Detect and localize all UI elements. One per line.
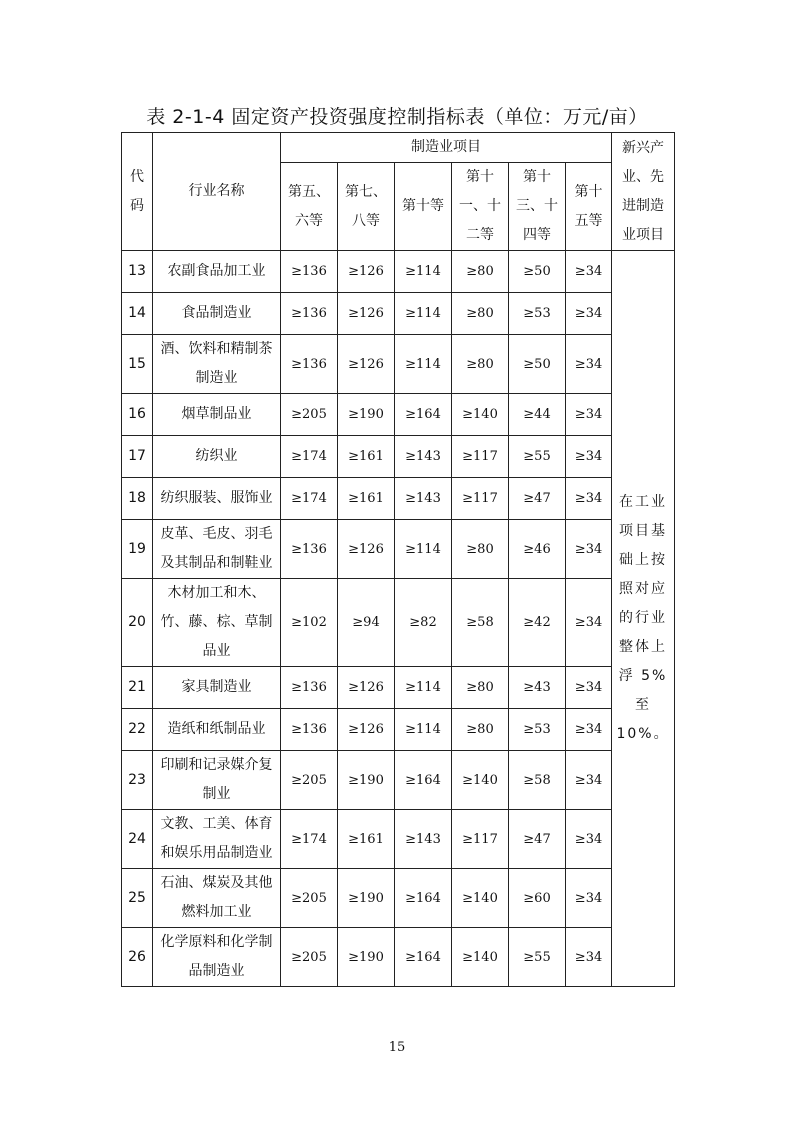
industry-name-cell: 石油、煤炭及其他 燃料加工业 — [153, 869, 281, 928]
industry-name-cell: 农副食品加工业 — [153, 251, 281, 293]
industry-name-cell: 皮革、毛皮、羽毛 及其制品和制鞋业 — [153, 520, 281, 579]
intensity-value-cell: ≥174 — [281, 478, 338, 520]
table-body — [122, 251, 675, 987]
page-number: 15 — [388, 1040, 406, 1055]
intensity-value-cell: ≥43 — [509, 667, 566, 709]
table-row — [122, 751, 675, 810]
intensity-value-cell: ≥114 — [395, 335, 452, 394]
industry-code-cell: 26 — [122, 928, 153, 987]
intensity-value-cell: ≥161 — [338, 810, 395, 869]
intensity-value-cell: ≥46 — [509, 520, 566, 579]
table-row — [122, 579, 675, 667]
intensity-value-cell: ≥82 — [395, 579, 452, 667]
intensity-value-cell: ≥34 — [566, 751, 612, 810]
header-grade-5-6: 第五、 六等 — [281, 163, 338, 251]
intensity-value-cell: ≥34 — [566, 394, 612, 436]
intensity-value-cell: ≥80 — [452, 709, 509, 751]
intensity-value-cell: ≥114 — [395, 709, 452, 751]
table-title: 表 2-1-4 固定资产投资强度控制指标表（单位：万元/亩） — [146, 106, 648, 128]
intensity-value-cell: ≥58 — [452, 579, 509, 667]
industry-code-cell: 14 — [122, 293, 153, 335]
intensity-value-cell: ≥140 — [452, 928, 509, 987]
table-row — [122, 520, 675, 579]
industry-code-cell: 22 — [122, 709, 153, 751]
intensity-value-cell: ≥53 — [509, 709, 566, 751]
intensity-value-cell: ≥164 — [395, 394, 452, 436]
table-row — [122, 810, 675, 869]
industry-code-cell: 18 — [122, 478, 153, 520]
industry-code-cell: 20 — [122, 579, 153, 667]
table-row — [122, 667, 675, 709]
intensity-value-cell: ≥34 — [566, 293, 612, 335]
intensity-value-cell: ≥34 — [566, 810, 612, 869]
industry-code-cell: 19 — [122, 520, 153, 579]
intensity-value-cell: ≥34 — [566, 335, 612, 394]
intensity-value-cell: ≥117 — [452, 810, 509, 869]
intensity-value-cell: ≥126 — [338, 335, 395, 394]
intensity-value-cell: ≥34 — [566, 709, 612, 751]
industry-name-cell: 木材加工和木、 竹、藤、棕、草制 品业 — [153, 579, 281, 667]
intensity-value-cell: ≥34 — [566, 928, 612, 987]
intensity-value-cell: ≥34 — [566, 579, 612, 667]
intensity-value-cell: ≥126 — [338, 709, 395, 751]
industry-name-cell: 纺织服装、服饰业 — [153, 478, 281, 520]
intensity-value-cell: ≥143 — [395, 810, 452, 869]
intensity-value-cell: ≥80 — [452, 520, 509, 579]
intensity-value-cell: ≥190 — [338, 751, 395, 810]
industry-name-cell: 文教、工美、体育 和娱乐用品制造业 — [153, 810, 281, 869]
industry-name-cell: 纺织业 — [153, 436, 281, 478]
intensity-value-cell: ≥205 — [281, 751, 338, 810]
header-row-1 — [122, 133, 675, 163]
industry-code-cell: 17 — [122, 436, 153, 478]
intensity-value-cell: ≥34 — [566, 251, 612, 293]
intensity-value-cell: ≥136 — [281, 709, 338, 751]
header-grade-10: 第十等 — [395, 163, 452, 251]
intensity-value-cell: ≥34 — [566, 667, 612, 709]
intensity-value-cell: ≥114 — [395, 520, 452, 579]
industry-code-cell: 15 — [122, 335, 153, 394]
intensity-value-cell: ≥42 — [509, 579, 566, 667]
intensity-value-cell: ≥47 — [509, 810, 566, 869]
intensity-value-cell: ≥136 — [281, 251, 338, 293]
intensity-value-cell: ≥143 — [395, 478, 452, 520]
industry-code-cell: 23 — [122, 751, 153, 810]
emerging-industry-note: 在工业 项目基 础上按 照对应 的行业 整体上 浮 5%至 10%。 — [612, 251, 675, 987]
intensity-value-cell: ≥140 — [452, 394, 509, 436]
intensity-value-cell: ≥205 — [281, 928, 338, 987]
intensity-value-cell: ≥114 — [395, 667, 452, 709]
industry-code-cell: 25 — [122, 869, 153, 928]
intensity-value-cell: ≥136 — [281, 293, 338, 335]
intensity-value-cell: ≥34 — [566, 869, 612, 928]
intensity-value-cell: ≥60 — [509, 869, 566, 928]
intensity-value-cell: ≥55 — [509, 436, 566, 478]
intensity-value-cell: ≥126 — [338, 293, 395, 335]
intensity-value-cell: ≥136 — [281, 667, 338, 709]
intensity-value-cell: ≥80 — [452, 667, 509, 709]
header-grade-7-8: 第七、 八等 — [338, 163, 395, 251]
intensity-value-cell: ≥58 — [509, 751, 566, 810]
intensity-value-cell: ≥174 — [281, 810, 338, 869]
header-industry: 行业名称 — [153, 133, 281, 251]
intensity-value-cell: ≥164 — [395, 751, 452, 810]
industry-code-cell: 21 — [122, 667, 153, 709]
header-grade-11-12: 第十 一、十 二等 — [452, 163, 509, 251]
intensity-value-cell: ≥140 — [452, 751, 509, 810]
industry-code-cell: 13 — [122, 251, 153, 293]
intensity-value-cell: ≥80 — [452, 293, 509, 335]
intensity-value-cell: ≥126 — [338, 251, 395, 293]
intensity-value-cell: ≥126 — [338, 520, 395, 579]
table-row — [122, 335, 675, 394]
intensity-value-cell: ≥80 — [452, 251, 509, 293]
intensity-value-cell: ≥174 — [281, 436, 338, 478]
table-row — [122, 251, 675, 293]
industry-name-cell: 酒、饮料和精制茶 制造业 — [153, 335, 281, 394]
intensity-value-cell: ≥126 — [338, 667, 395, 709]
intensity-value-cell: ≥50 — [509, 251, 566, 293]
intensity-value-cell: ≥53 — [509, 293, 566, 335]
intensity-value-cell: ≥114 — [395, 251, 452, 293]
intensity-value-cell: ≥161 — [338, 436, 395, 478]
intensity-value-cell: ≥136 — [281, 520, 338, 579]
table-row — [122, 478, 675, 520]
intensity-value-cell: ≥140 — [452, 869, 509, 928]
investment-intensity-table — [121, 132, 675, 987]
intensity-value-cell: ≥190 — [338, 869, 395, 928]
intensity-value-cell: ≥205 — [281, 869, 338, 928]
intensity-value-cell: ≥102 — [281, 579, 338, 667]
intensity-value-cell: ≥114 — [395, 293, 452, 335]
industry-code-cell: 24 — [122, 810, 153, 869]
intensity-value-cell: ≥117 — [452, 478, 509, 520]
industry-name-cell: 家具制造业 — [153, 667, 281, 709]
intensity-value-cell: ≥190 — [338, 394, 395, 436]
industry-name-cell: 印刷和记录媒介复 制业 — [153, 751, 281, 810]
intensity-value-cell: ≥55 — [509, 928, 566, 987]
intensity-value-cell: ≥136 — [281, 335, 338, 394]
table-row — [122, 709, 675, 751]
intensity-value-cell: ≥94 — [338, 579, 395, 667]
intensity-value-cell: ≥164 — [395, 869, 452, 928]
intensity-value-cell: ≥80 — [452, 335, 509, 394]
header-code: 代 码 — [122, 133, 153, 251]
intensity-value-cell: ≥34 — [566, 478, 612, 520]
header-grade-13-14: 第十 三、十 四等 — [509, 163, 566, 251]
intensity-value-cell: ≥34 — [566, 520, 612, 579]
table-row — [122, 928, 675, 987]
header-emerging: 新兴产 业、先 进制造 业项目 — [612, 133, 675, 251]
intensity-value-cell: ≥205 — [281, 394, 338, 436]
industry-name-cell: 烟草制品业 — [153, 394, 281, 436]
table-row — [122, 869, 675, 928]
industry-name-cell: 造纸和纸制品业 — [153, 709, 281, 751]
header-grade-15: 第十 五等 — [566, 163, 612, 251]
intensity-value-cell: ≥44 — [509, 394, 566, 436]
intensity-value-cell: ≥47 — [509, 478, 566, 520]
industry-name-cell: 食品制造业 — [153, 293, 281, 335]
intensity-value-cell: ≥143 — [395, 436, 452, 478]
intensity-value-cell: ≥117 — [452, 436, 509, 478]
table-row — [122, 293, 675, 335]
header-manufacturing-group: 制造业项目 — [281, 133, 612, 163]
intensity-value-cell: ≥190 — [338, 928, 395, 987]
intensity-value-cell: ≥50 — [509, 335, 566, 394]
industry-code-cell: 16 — [122, 394, 153, 436]
industry-name-cell: 化学原料和化学制 品制造业 — [153, 928, 281, 987]
intensity-value-cell: ≥34 — [566, 436, 612, 478]
table-row — [122, 436, 675, 478]
intensity-value-cell: ≥161 — [338, 478, 395, 520]
intensity-value-cell: ≥164 — [395, 928, 452, 987]
table-row — [122, 394, 675, 436]
